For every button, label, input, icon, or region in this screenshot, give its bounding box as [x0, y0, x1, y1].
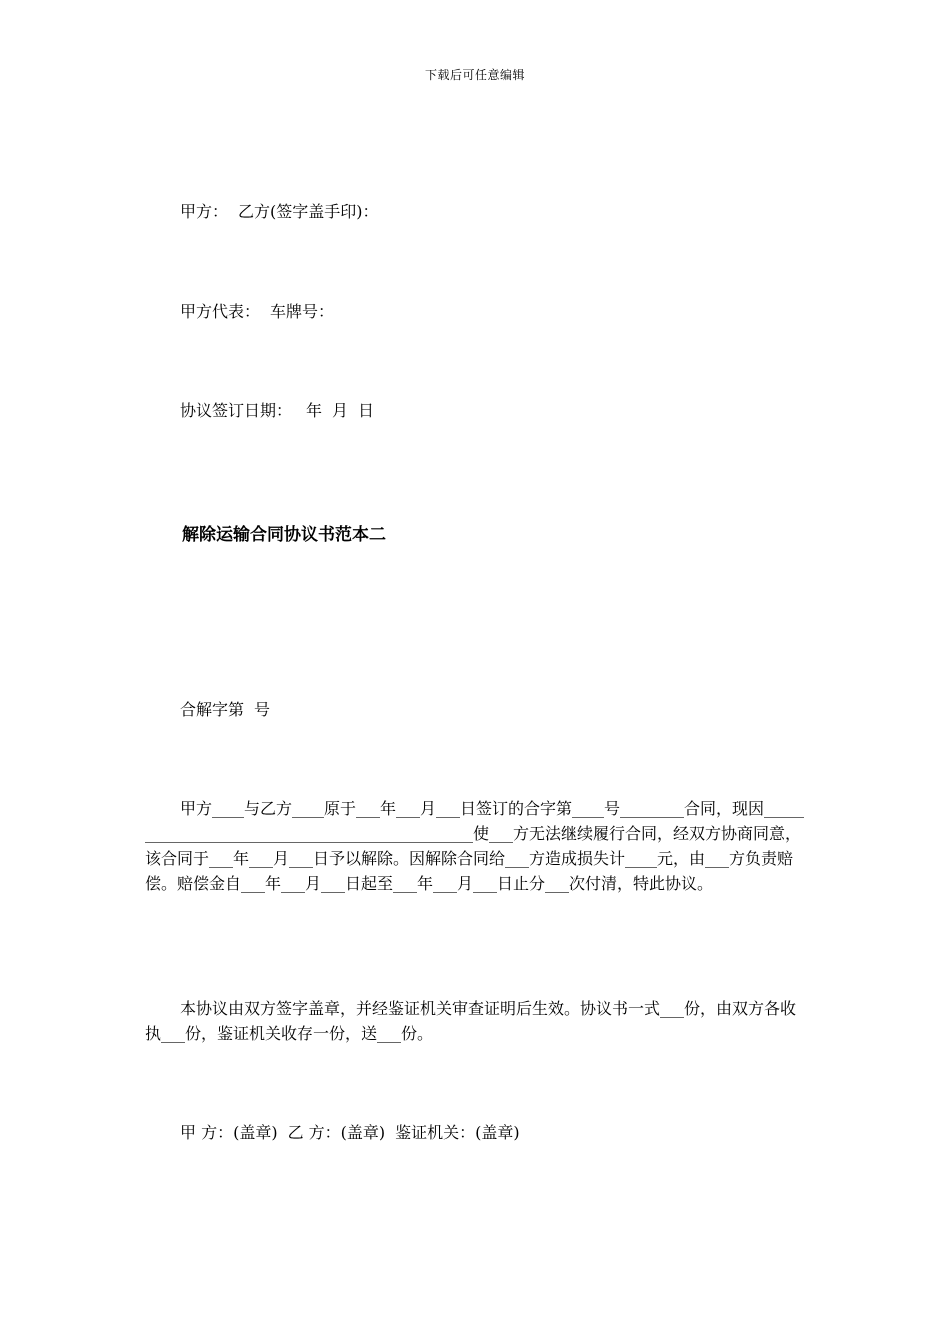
- header-note: 下载后可任意编辑: [424, 68, 525, 82]
- signature-line-representative: [180, 302, 334, 322]
- termination-paragraph: 甲方____与乙方____原于___年___月___日签订的合字第____号________合同，现因______________________________________________使___方无法继续履行合同，经双方协商同意，该合同于___年___月___日予以解除。因解除合同给___方造成损失计____元，由___方负责赔偿。赔偿金自___年___月___日起至___年___月___日止分___次付清，特此协议。: [145, 799, 805, 893]
- day-label: 日: [358, 401, 375, 420]
- doc-number-label: 合解字第: [180, 700, 245, 719]
- validity-paragraph: 本协议由双方签字盖章，并经鉴证机关审查证明后生效。协议书一式___份，由双方各收执___份，鉴证机关收存一份，送___份。: [145, 999, 797, 1043]
- stamp-party-a: 甲 方：(盖章): [180, 1123, 278, 1142]
- party-a-label: 甲方：: [180, 202, 229, 221]
- doc-number-line: [180, 700, 270, 720]
- stamp-line: [180, 1123, 520, 1143]
- sign-date-line: [180, 401, 374, 421]
- signature-line-parties: [180, 202, 379, 222]
- stamp-notary: 鉴证机关：(盖章): [395, 1123, 520, 1142]
- party-b-label: 乙方(签字盖手印)：: [238, 202, 379, 221]
- section-title: 解除运输合同协议书范本二: [182, 525, 386, 545]
- plate-number-label: 车牌号：: [270, 302, 335, 321]
- month-label: 月: [332, 401, 349, 420]
- year-label: 年: [306, 401, 323, 420]
- doc-number-suffix: 号: [254, 700, 271, 719]
- sign-date-label: 协议签订日期：: [180, 401, 293, 420]
- party-a-rep-label: 甲方代表：: [180, 302, 261, 321]
- stamp-party-b: 乙 方：(盖章): [287, 1123, 386, 1142]
